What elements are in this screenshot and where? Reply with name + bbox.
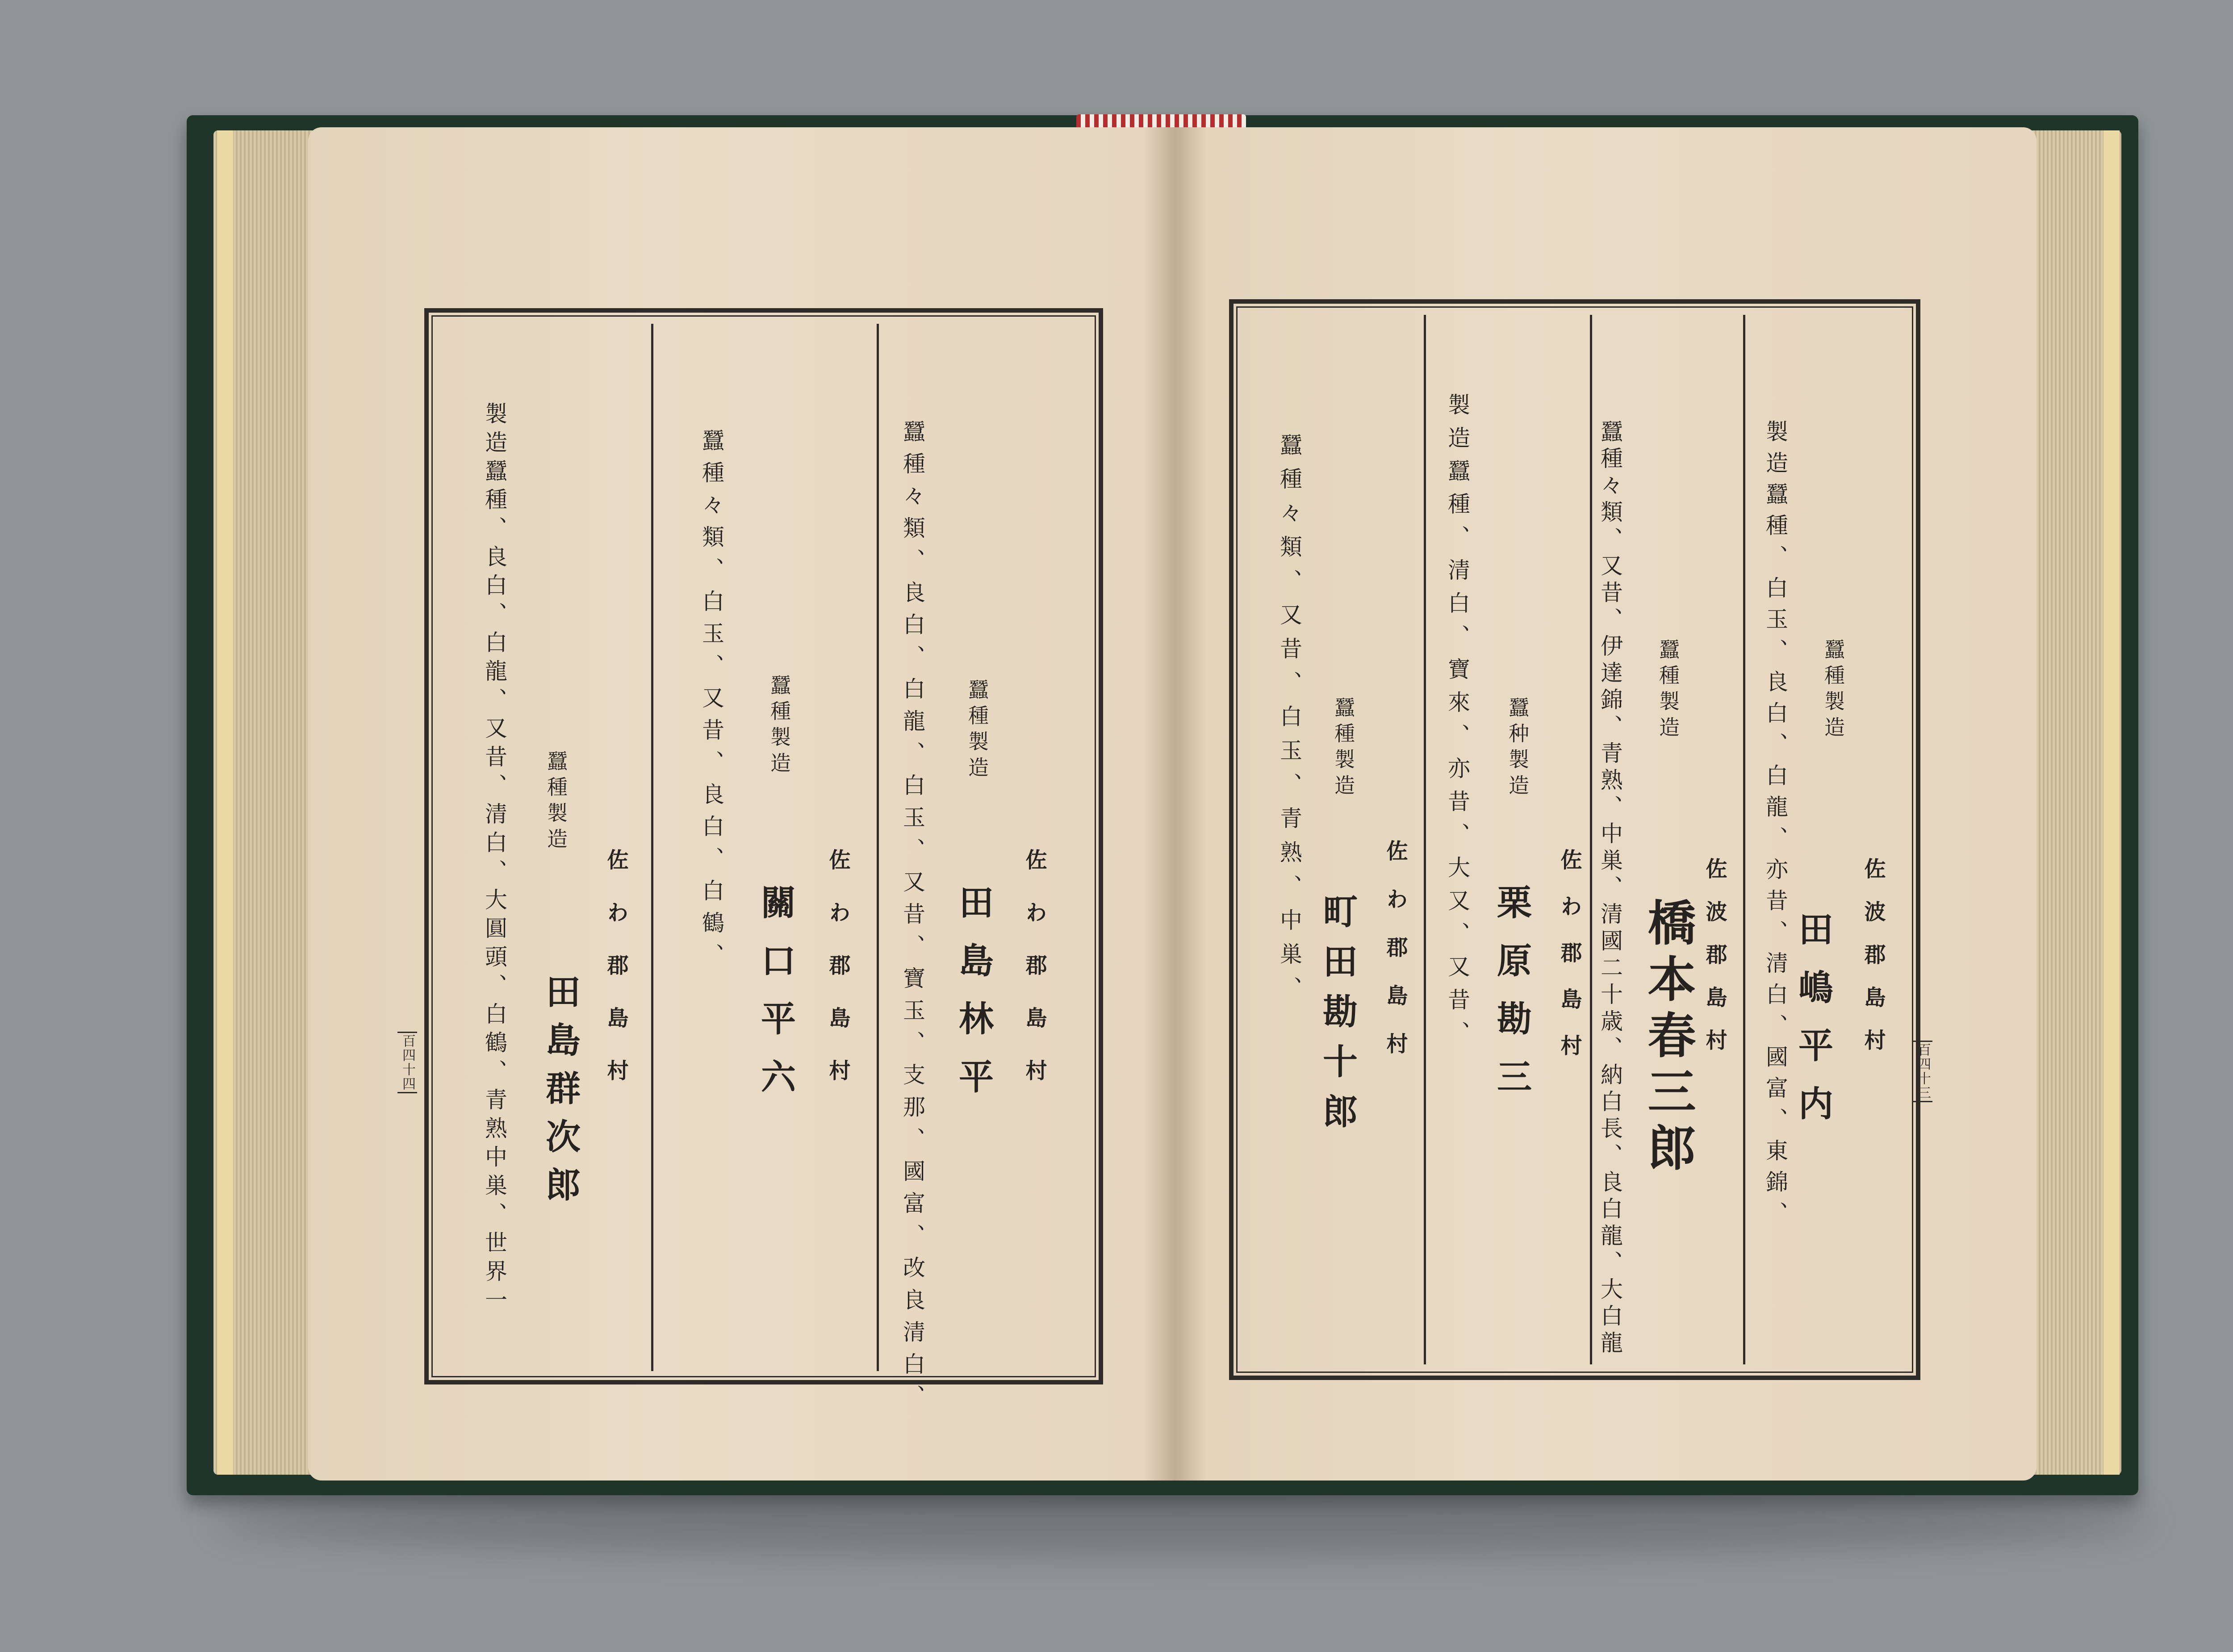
book-gutter bbox=[1143, 127, 1206, 1481]
right-edge-strip bbox=[2103, 130, 2120, 1475]
entry-address: 佐波郡島村 bbox=[1702, 857, 1727, 1072]
entry-name: 町田勘十郎 bbox=[1317, 893, 1358, 1143]
entry-address: 佐わ郡島村 bbox=[1383, 840, 1408, 1081]
right-page-frame bbox=[1229, 299, 1920, 1380]
entry-address: 佐波郡島村 bbox=[1861, 857, 1886, 1072]
entry-business: 蠶種製造 bbox=[1331, 697, 1355, 800]
right-column-rule bbox=[1743, 315, 1745, 1364]
right-column-rule bbox=[1590, 315, 1592, 1364]
entry-address: 佐わ郡島村 bbox=[1557, 849, 1582, 1081]
entry-varieties: 製造蠶種、清白、寶來、亦昔、大又、又昔、 bbox=[1444, 393, 1470, 1054]
right-page-number: 百四十三 bbox=[1913, 1041, 1932, 1102]
entry-address: 佐わ郡島村 bbox=[825, 849, 850, 1112]
left-column-rule bbox=[877, 324, 879, 1371]
right-column-rule bbox=[1424, 315, 1426, 1364]
entry-business: 蠶種製造 bbox=[544, 750, 568, 854]
entry-address: 佐わ郡島村 bbox=[1022, 849, 1047, 1112]
entry-business: 蠶種製造 bbox=[767, 674, 791, 778]
entry-varieties: 蠶種々類、又昔、伊達錦、青熟、中巣、清國二十歳、納白長、良白龍、大白龍 bbox=[1597, 420, 1623, 1358]
entry-name: 橋本春三郎 bbox=[1639, 898, 1696, 1179]
entry-name: 田島群次郎 bbox=[540, 974, 581, 1215]
entry-business: 蠶种製造 bbox=[1505, 697, 1530, 800]
entry-business: 蠶種製造 bbox=[1821, 639, 1845, 742]
entry-varieties: 蠶種々類、良白、白龍、白玉、又昔、寶玉、支那、國富、改良清白、 bbox=[899, 420, 925, 1417]
entry-name: 田嶋平内 bbox=[1793, 911, 1833, 1143]
left-column-rule bbox=[651, 324, 653, 1371]
left-page-frame bbox=[424, 308, 1103, 1384]
entry-address: 佐わ郡島村 bbox=[603, 849, 628, 1112]
entry-name: 田島林平 bbox=[953, 884, 994, 1117]
entry-name: 栗原勘三 bbox=[1491, 884, 1532, 1117]
book-shadow bbox=[210, 1487, 2153, 1554]
entry-varieties: 蠶種々類、又昔、白玉、青熟、中巣、 bbox=[1276, 433, 1302, 1010]
entry-varieties: 蠶種々類、白玉、又昔、良白、白鶴、 bbox=[698, 429, 724, 975]
entry-business: 蠶種製造 bbox=[1656, 639, 1680, 742]
entry-business: 蠶種製造 bbox=[965, 679, 989, 782]
entry-varieties: 製造蠶種、良白、白龍、又昔、清白、大圓頭、白鶴、青熟中巣、世界一 bbox=[481, 402, 507, 1317]
entry-varieties: 製造蠶種、白玉、良白、白龍、亦昔、清白、國富、東錦、 bbox=[1762, 420, 1788, 1233]
left-edge-strip bbox=[217, 130, 233, 1475]
left-page-number: 百四十四 bbox=[397, 1032, 417, 1093]
entry-name: 關口平六 bbox=[755, 884, 796, 1117]
